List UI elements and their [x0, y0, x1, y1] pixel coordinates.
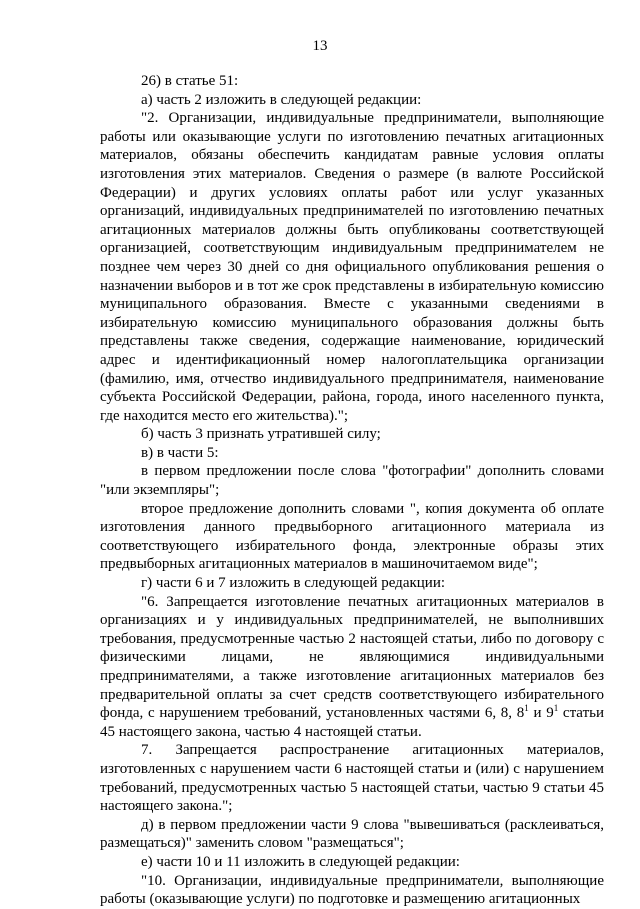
paragraph: б) часть 3 признать утратившей силу; — [141, 426, 381, 443]
paragraph: второе предложение дополнить словами ", копия документа об оплате изготовления данного предвыборного агитационного материала из соответствующего избирательного фонда, электронные образы этих предвыборных агитационных материалов в машиночитаемом виде"; — [100, 500, 604, 573]
paragraph: е) части 10 и 11 изложить в следующей редакции: — [141, 853, 460, 870]
superscript: 1 — [553, 703, 559, 714]
paragraph — [100, 593, 604, 742]
page-number: 13 — [312, 38, 328, 54]
paragraph: "2. Организации, индивидуальные предприниматели, выполняющие работы или оказывающие услуги по изготовлению печатных агитационных материалов, обязаны обеспечить кандидатам равные условия оплаты изготовления этих материалов. Сведения о размере (в валюте Российской Федерации) и других условиях оплаты работ или услуг указанных организаций, индивидуальных предпринимателей по изготовлению печатных агитационных материалов должны быть опубликованы соответствующей организацией, соответствующим индивидуальным предпринимателем не позднее чем через 30 дней со дня официального опубликования решения о назначении выборов и в тот же срок представлены в избирательную комиссию муниципального образования. Вместе с указанными сведениями в избирательную комиссию муниципального образования должны быть представлены также сведения, содержащие наименование, юридический адрес и идентификационный номер налогоплательщика организации (фамилию, имя, отчество индивидуального предпринимателя, наименование субъекта Российской Федерации, района, города, иного населенного пункта, где находится место его жительства)."; — [100, 110, 604, 424]
paragraph: д) в первом предложении части 9 слова "вывешиваться (расклеиваться, размещаться)" заменить словом "размещаться"; — [100, 816, 604, 852]
paragraph: г) части 6 и 7 изложить в следующей редакции: — [141, 575, 446, 592]
paragraph-text: статьи 45 настоящего закона, частью 4 настоящей статьи. — [100, 705, 604, 740]
paragraph: "10. Организации, индивидуальные предприниматели, выполняющие работы (оказывающие услуги) по подготовке и размещению агитационных — [100, 872, 604, 908]
document-body — [100, 72, 604, 909]
paragraph-text: "6. Запрещается изготовление печатных агитационных материалов в организациях и у индивидуальных предпринимателей, не выполнивших требования, предусмотренные частью 2 настоящей статьи, либо по договору с физическими лицами, не являющимися индивидуальными предпринимателями, а также изготовление агитационных материалов без предварительной оплаты за счет средств соответствующего избирательного фонда, с нарушением требований, установленных частями 6, 8, 8 — [100, 593, 604, 722]
paragraph: в первом предложении после слова "фотографии" дополнить словами "или экземпляры"; — [100, 463, 604, 499]
paragraph: 26) в статье 51: — [141, 73, 239, 89]
paragraph: 7. Запрещается распространение агитационных материалов, изготовленных с нарушением части 6 настоящей статьи и (или) с нарушением требований, предусмотренных частью 5 настоящей статьи, частью 9 статьи 45 настоящего закона."; — [100, 742, 604, 815]
paragraph: в) в части 5: — [141, 444, 219, 461]
paragraph-text: и 9 — [528, 705, 554, 722]
paragraph: а) часть 2 изложить в следующей редакции: — [141, 91, 422, 108]
superscript: 1 — [524, 703, 529, 714]
